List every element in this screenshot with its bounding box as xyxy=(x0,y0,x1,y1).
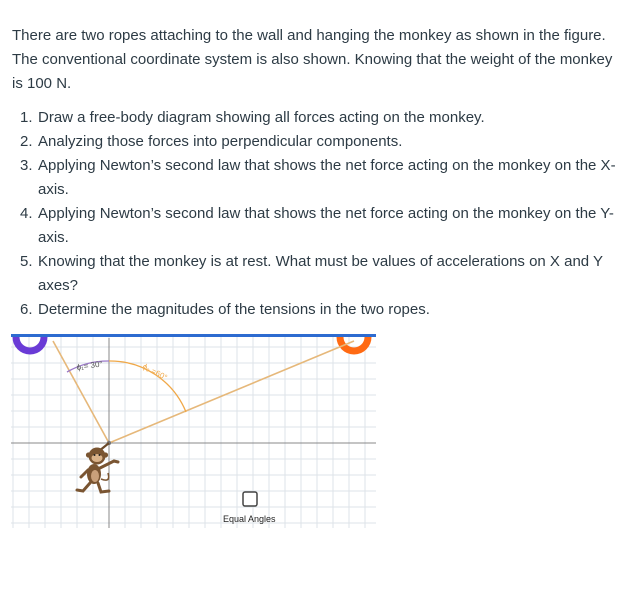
right-anchor-handle[interactable] xyxy=(340,337,368,351)
problem-intro: There are two ropes attaching to the wall and hanging the monkey as shown in the figure. The conventional coordinate system is also shown. Knowing that the weight of the monkey is 100 N. xyxy=(12,27,613,92)
ceiling-bar xyxy=(11,334,376,337)
left-anchor-handle[interactable] xyxy=(16,337,44,351)
rope-simulation-figure xyxy=(11,333,376,528)
task-item: 4. Applying Newton’s second law that shows the net force acting on the monkey on the Y-axis. xyxy=(20,205,614,246)
task-item: 2. Analyzing those forces into perpendicular components. xyxy=(20,133,403,150)
monkey-figure[interactable] xyxy=(77,443,118,492)
task-text: Analyzing those forces into perpendicular components. xyxy=(38,133,403,150)
angle-label-1: ϕ₁= 30° xyxy=(76,359,104,372)
task-item: 3. Applying Newton’s second law that shows the net force acting on the monkey on the X-axis. xyxy=(20,157,616,198)
equal-angles-checkbox[interactable] xyxy=(243,492,257,506)
task-text: Determine the magnitudes of the tensions in the two ropes. xyxy=(38,301,430,318)
task-text: Applying Newton’s second law that shows the net force acting on the monkey on the Y-axis. xyxy=(38,205,614,246)
task-item: 6. Determine the magnitudes of the tensions in the two ropes. xyxy=(20,301,430,318)
task-item: 1. Draw a free-body diagram showing all forces acting on the monkey. xyxy=(20,109,485,126)
task-list xyxy=(20,106,620,322)
angle-label-2: ϕ₂ =60° xyxy=(141,361,169,383)
task-item: 5. Knowing that the monkey is at rest. What must be values of accelerations on X and Y axes? xyxy=(20,253,603,294)
equal-angles-label: Equal Angles xyxy=(223,514,276,524)
task-text: Draw a free-body diagram showing all forces acting on the monkey. xyxy=(38,109,485,126)
simulation-canvas xyxy=(11,333,376,528)
task-text: Knowing that the monkey is at rest. What must be values of accelerations on X and Y axes? xyxy=(38,253,603,294)
task-text: Applying Newton’s second law that shows the net force acting on the monkey on the X-axis. xyxy=(38,157,616,198)
